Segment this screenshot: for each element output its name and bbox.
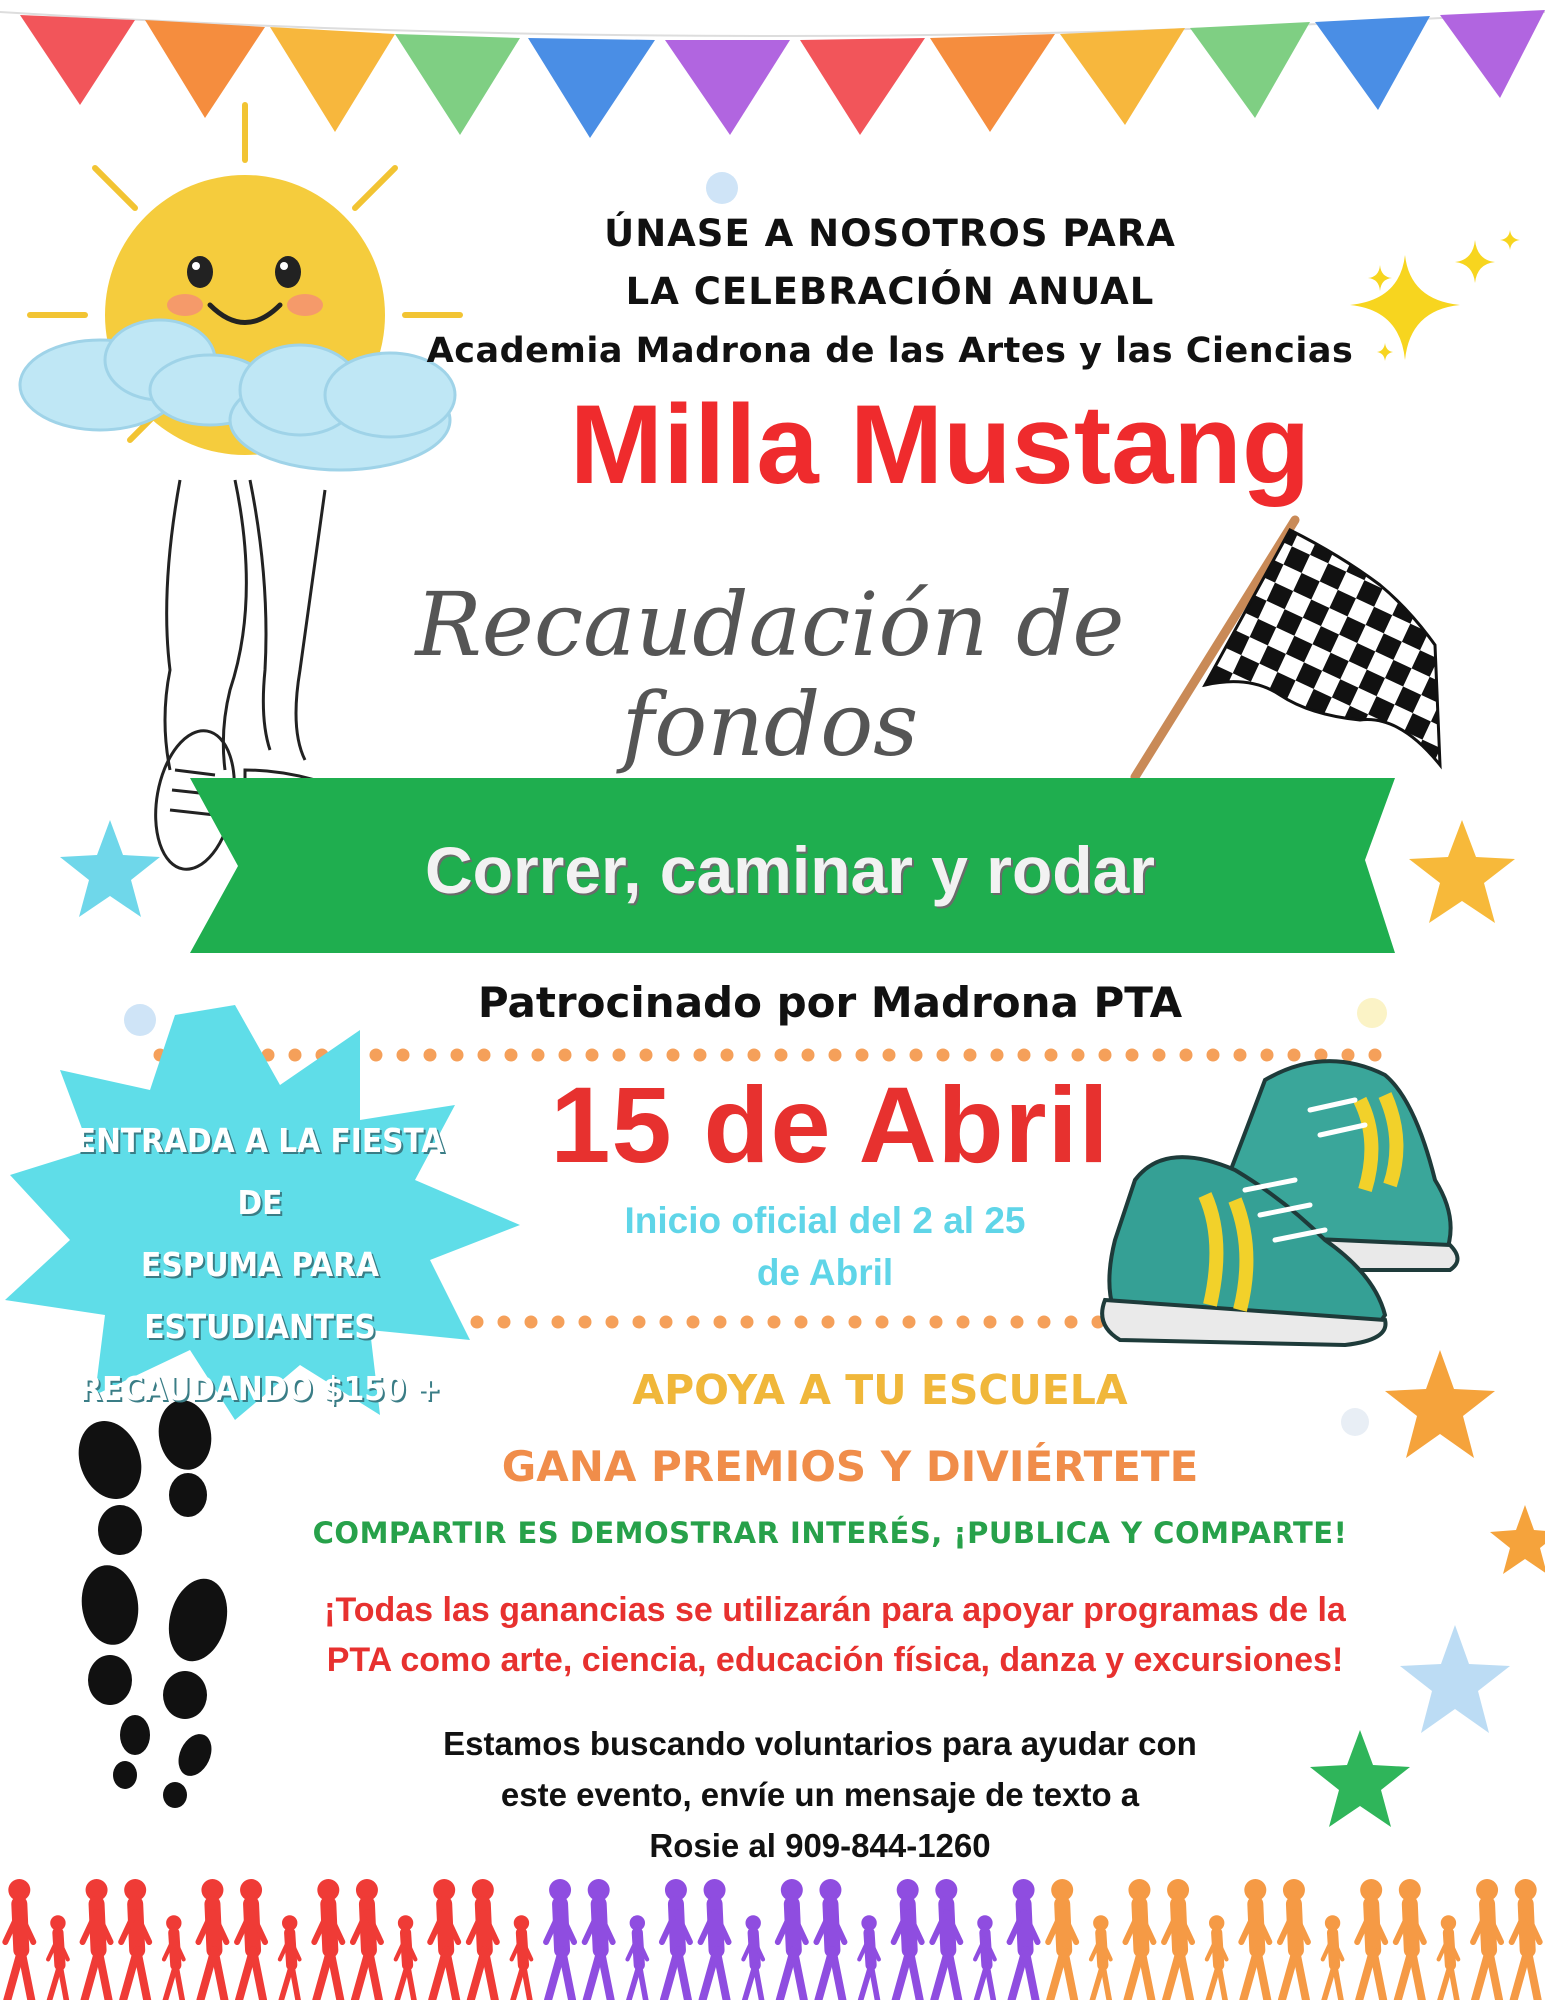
walking-person [1207, 1915, 1227, 2000]
walking-person [237, 1879, 265, 2000]
school-name: Academia Madrona de las Artes y las Ciencias [426, 331, 1354, 371]
footprints-icon [70, 1395, 230, 1820]
walking-person [198, 1879, 226, 2000]
event-subtitle: Recaudación de fondos [415, 573, 1125, 776]
sponsor-text: Patrocinado por Madrona PTA [477, 978, 1183, 1027]
walking-person [1512, 1879, 1540, 2000]
starburst-line-1: ENTRADA A LA FIESTA DE [75, 1121, 445, 1222]
kickoff-line-2: de Abril [756, 1252, 894, 1293]
walking-person [280, 1915, 300, 2000]
starburst-line-3: ESTUDIANTES [144, 1307, 376, 1346]
walking-person [932, 1879, 960, 2000]
intro-heading [380, 205, 1400, 381]
walking-person [5, 1879, 33, 2000]
kickoff-line-1: Inicio oficial del 2 al 25 [624, 1200, 1026, 1241]
walking-person [512, 1915, 532, 2000]
walking-person [83, 1879, 111, 2000]
walking-person [1091, 1915, 1111, 2000]
walking-person [816, 1879, 844, 2000]
support-text: APOYA A TU ESCUELA [632, 1366, 1128, 1414]
volunteers-text [380, 1718, 1260, 1871]
walking-person [585, 1879, 613, 2000]
walking-person [662, 1879, 690, 2000]
walking-person [1125, 1879, 1153, 2000]
event-date: 15 de Abril [550, 1064, 1110, 1185]
walking-person [701, 1879, 729, 2000]
walking-person [121, 1879, 149, 2000]
walking-person [628, 1915, 648, 2000]
walking-person [1010, 1879, 1038, 2000]
prizes-text: GANA PREMIOS Y DIVIÉRTETE [501, 1442, 1199, 1491]
walking-person [1241, 1879, 1269, 2000]
walking-person [396, 1915, 416, 2000]
walking-person [1396, 1879, 1424, 2000]
walking-person [546, 1879, 574, 2000]
volunteers-line-1: Estamos buscando voluntarios para ayudar con [443, 1725, 1197, 1762]
walking-person [1280, 1879, 1308, 2000]
volunteers-line-2: este evento, envíe un mensaje de texto a [500, 1776, 1140, 1813]
walking-person [743, 1915, 763, 2000]
walking-person [1048, 1879, 1076, 2000]
share-text: COMPARTIR ES DEMOSTRAR INTERÉS, ¡PUBLICA Y COMPARTE! [312, 1516, 1348, 1550]
proceeds-text [270, 1585, 1400, 1685]
walking-person [469, 1879, 497, 2000]
walking-person [353, 1879, 381, 2000]
volunteers-contact: Rosie al 909-844-1260 [649, 1827, 991, 1864]
walking-person [430, 1879, 458, 2000]
walking-person [975, 1915, 995, 2000]
proceeds-line-2: PTA como arte, ciencia, educación física, danza y excursiones! [326, 1641, 1344, 1679]
walking-person [859, 1915, 879, 2000]
event-title: Milla Mustang [569, 382, 1311, 507]
walking-person [164, 1915, 184, 2000]
proceeds-line-1: ¡Todas las ganancias se utilizarán para apoyar programas de la [324, 1591, 1346, 1629]
banner-text: Correr, caminar y rodar [425, 833, 1155, 907]
walking-person [778, 1879, 806, 2000]
walking-person [1473, 1879, 1501, 2000]
starburst-line-2: ESPUMA PARA [141, 1245, 379, 1284]
intro-line-2: LA CELEBRACIÓN ANUAL [625, 270, 1155, 313]
walking-person [48, 1915, 68, 2000]
walking-person [1357, 1879, 1385, 2000]
walking-person [1323, 1915, 1343, 2000]
kickoff-text [560, 1195, 1090, 1299]
intro-line-1: ÚNASE A NOSOTROS PARA [604, 212, 1176, 255]
walking-person [894, 1879, 922, 2000]
starburst-line-4: RECAUDANDO $150 + [79, 1369, 441, 1408]
starburst-text [60, 1110, 460, 1420]
walking-person [1439, 1915, 1459, 2000]
walking-person [1164, 1879, 1192, 2000]
walking-person [314, 1879, 342, 2000]
